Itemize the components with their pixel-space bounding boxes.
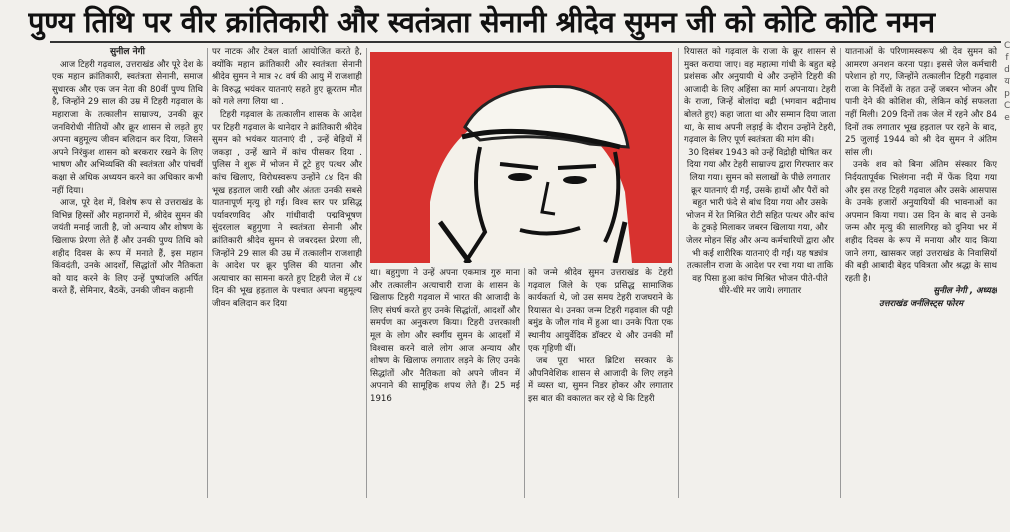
col2-paragraph: पर नाटक और टेबल वार्ता आयोजित करते है, क्योंकि महान क्रांतिकारी और स्वतंत्रता सेनानी श्रीदेव सुमन ने मात्र २८ वर्ष की आयु में राजशाही के विरुद्ध भयंकर यातनाएं सहते हुए क्रूरतम मौत को गले लगा लिया था .: [212, 47, 362, 108]
column-6: [845, 46, 997, 498]
column-4: [528, 267, 673, 498]
column-divider: [840, 48, 841, 498]
column-1: [52, 46, 203, 498]
col5-paragraph: रियासत को गढ़वाल के राजा के क्रूर शासन से मुक्त कराया जाए। वह महात्मा गांधी के बहुत बड़े प्रशंसक और अनुयायी थे और उन्होंने टिहरी की आजादी के लिए अहिंसा का मार्ग अपनाया। टेहरी के राजा, जिन्हें बोलांदा बद्री (भगवान बद्रीनाथ बोलते हुए) कहा जाता था और सम्मान दिया जाता था, के साथ अपनी लड़ाई के दौरान उन्होंने टेहरी, गढ़वाल के लिए पूर्ण स्वतंत्रता की मांग की।: [684, 47, 836, 146]
col1-paragraph: आज टिहरी गढ़वाल, उत्तराखंड और पूरे देश के एक महान क्रांतिकारी, स्वतंत्रता सेनानी, समाज सुधारक और एक जन नेता की 80वीं पुण्य तिथि है, जिन्होंने 29 साल की उम्र में टिहरी गढ़वाल के महाराजा के तत्कालीन साम्राज्य, उनकी क्रूर जनविरोधी नीतियों और क्रूर शासन से लड़ते हुए अपना बहुमूल्य जीवन बलिदान कर दिया, जिसने अपने निरंकुश शासन को बरकरार रखने के लिए भाषण और अभिव्यक्ति की स्वतंत्रता और पांचवीं कक्षा से अधिक अध्ययन करने का अधिकार कभी नहीं दिया।: [52, 59, 203, 196]
col3-paragraph: था। बहुगुणा ने उन्हें अपना एकमात्र गुरु माना और तत्कालीन अत्याचारी राजा के शासन के खिलाफ टिहरी गढ़वाल में भारत की आजादी के लिए संघर्ष करते हुए उनके सिद्धांतों, आदर्शों और समर्पण का अनुकरण किया। टिहरी उत्तरकाशी मूल के लोग और स्वर्गीय सुमन के आदर्शों में विश्वास करने वाले लोग आज अन्याय और शोषण के खिलाफ लगातार लड़ने के लिए उनके सिद्धांतों और नैतिकता को अपने जीवन में अपनाने की सामूहिक शपथ लेते हैं। 25 मई 1916: [370, 268, 520, 404]
portrait-art: [370, 52, 672, 263]
col6-paragraph: उनके शव को बिना अंतिम संस्कार किए निर्दयतापूर्वक भिलंगना नदी में फेंक दिया गया और इस तरह टिहरी गढ़वाल और उसके आसपास के उनके हजारों अनुयायियों की भावनाओं का अपमान किया गया। उस दिन के बाद से उनके जन्म और मृत्यु की सालगिरह को दुनिया भर में शहीद दिवस के रूप में मनाया और याद किया जाने लगा, खासकर जहां उत्तराखंड के निवासियों की बड़ी आबादी बेहद पवित्रता और श्रद्धा के साथ रहती है।: [845, 160, 997, 284]
edge-letter: य: [1004, 77, 1010, 87]
edge-letter: p: [1004, 89, 1010, 99]
signature: सुनील नेगी , अध्यक्ष: [933, 286, 997, 297]
page-left-margin: [0, 0, 28, 532]
clipped-edge-letters: [1004, 40, 1010, 124]
col5-paragraph: 30 दिसंबर 1943 को उन्हें विद्रोही घोषित कर दिया गया और टेहरी साम्राज्य द्वारा गिरफ्तार कर लिया गया। सुमन को सलाखों के पीछे लगातार क्रूर यातनाएं दी गईं, उसके हाथों और पैरों को बहुत भारी फंदे से बांध दिया गया और उसके भोजन में रेत मिश्रित रोटी सहित पत्थर और कांच के टुकड़े मिलाकर जबरन खिलाया गया, और जेलर मोहन सिंह और अन्य कर्मचारियों द्वारा और भी कई शारीरिक यातनाएं दी गईं। यह षड्यंत्र तत्कालीन राजा के आदेश पर रचा गया था ताकि वह पिसा हुआ कांच मिश्रित भोजन पीते-पीते धीरे-धीरे मर जाये। लगातार: [685, 147, 835, 297]
column-2: [212, 46, 362, 498]
edge-letter: e: [1004, 113, 1010, 123]
edge-letter: f: [1005, 53, 1009, 63]
col1-paragraph: आज, पूरे देश में, विशेष रूप से उत्तराखंड के विभिन्न हिस्सों और महानगरों में, श्रीदेव सुमन की जयंती मनाई जाती है, जो अन्याय और शोषण के खिलाफ प्रेरणा लेते हैं और उनकी पुण्य तिथि को शहीद दिवस के रूप में मनाते हैं, इस महान किंवदंती, उनके आदर्शों, सिद्धांतों और नैतिकता को याद करने के लिए उन्हें पुष्पांजलि अर्पित करते हैं, सेमिनार, बैठकें, उनकी जीवन कहानी: [52, 198, 203, 297]
col4-paragraph: जब पूरा भारत ब्रिटिश सरकार के औपनिवेशिक शासन से आजादी के लिए लड़ने में व्यस्त था, सुमन निडर होकर और लगातार इस बात की वकालत कर रहे थे कि टिहरी: [528, 356, 673, 404]
organization: उत्तराखंड जर्नलिस्ट्स फोरम: [878, 298, 964, 309]
headline: पुण्य तिथि पर वीर क्रांतिकारी और स्वतंत्रता सेनानी श्रीदेव सुमन जी को कोटि कोटि नमन: [28, 5, 935, 39]
column-divider: [207, 48, 208, 498]
column-divider: [678, 48, 679, 498]
col2-paragraph: टिहरी गढ़वाल के तत्कालीन शासक के आदेश पर टिहरी गढ़वाल के थानेदार ने क्रांतिकारी श्रीदेव सुमन को भयंकर यातनाएं दी , उन्हें बेड़ियों में जकड़ा , उन्हें खाने में कांच पीसकर दिया . पुलिस ने शुरू में भोजन में टूटे हुए पत्थर और कांच खिलाए, विरोधस्वरूप उन्होंने ८४ दिन की भूख हड़ताल जारी रखी और अंततः उनकी सबसे यातनापूर्ण मृत्यु हो गई। विश्व स्तर पर प्रसिद्ध पर्यावरणविद और गांधीवादी पद्मविभूषण सुंदरलाल बहुगुणा ने स्वतंत्रता सेनानी और क्रांतिकारी श्रीदेव सुमन से जबरदस्त प्रेरणा ली, जिन्होंने 29 साल की उम्र में तत्कालीन राजशाही के आदेश पर क्रूर पुलिस की यातना और अत्याचार का सामना करते हुए टिहरी जेल में ८४ दिन की भूख हड़ताल के पश्चात अपना बहुमूल्य जीवन बलिदान कर दिया: [212, 109, 362, 309]
edge-letter: d: [1004, 65, 1010, 75]
portrait-illustration: [370, 52, 672, 263]
col4-paragraph: को जन्मे श्रीदेव सुमन उत्तराखंड के टेहरी गढ़वाल जिले के एक प्रसिद्ध सामाजिक कार्यकर्ता थे, जो उस समय टेहरी राजघराने के रियासत थे। उनका जन्म टिहरी गढ़वाल की पट्टी बमुंड के जौल गांव में हुआ था। उनके पिता एक स्थानीय आयुर्वेदिक डॉक्टर थे और उनकी माँ एक गृहिणी थीं।: [528, 268, 673, 354]
column-divider: [524, 268, 525, 498]
column-divider: [366, 48, 367, 498]
col6-paragraph: यातनाओं के परिणामस्वरूप श्री देव सुमन को आमरण अनशन करना पड़ा। इससे जेल कर्मचारी परेशान हो गए, जिन्होंने तत्कालीन टिहरी गढ़वाल राजा के निर्देशों के तहत उन्हें जबरन भोजन और पानी देने की कोशिश की, लेकिन कोई सफलता नहीं मिली। 209 दिनों तक जेल में रहने और 84 दिनों तक लगातार भूख हड़ताल पर रहने के बाद, 25 जुलाई 1944 को श्री देव सुमन ने अंतिम सांस ली।: [845, 47, 997, 158]
edge-letter: C: [1004, 101, 1010, 111]
column-5: [684, 46, 836, 498]
byline: सुनील नेगी: [109, 47, 146, 57]
headline-rule: [50, 41, 1001, 43]
column-3: [370, 267, 520, 498]
edge-letter: C: [1004, 41, 1010, 51]
